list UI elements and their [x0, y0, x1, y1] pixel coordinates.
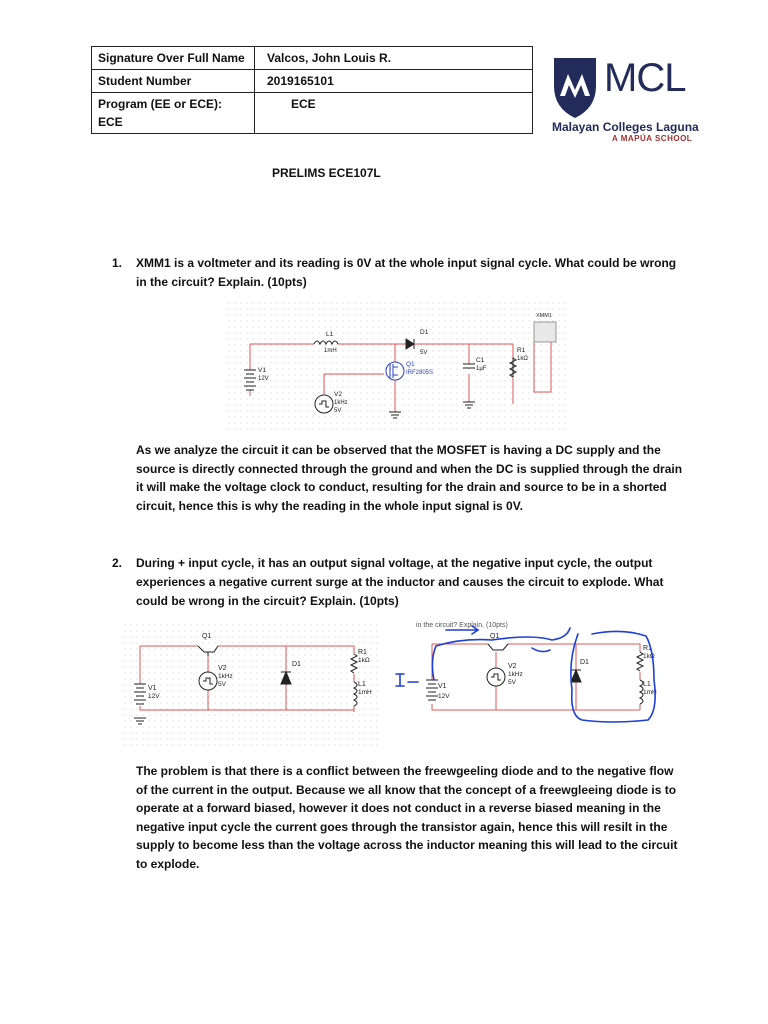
question-2-number: 2. [112, 556, 123, 570]
c1-c1-value: 1µF [476, 366, 487, 372]
answer-2-line: The problem is that there is a conflict between the freewgeeling diode and to the negative flow [136, 764, 674, 778]
c1-v1-value: 12V [258, 376, 269, 382]
student-number-label: Student Number [92, 70, 255, 93]
logo-tagline: A MAPÚA SCHOOL [612, 134, 693, 143]
answer-2-line: of the current in the output. Because we all know that the concept of a freewgleeing diode is to [136, 782, 677, 797]
c2-d1-label: D1 [292, 661, 301, 668]
question-2-line1: During + input cycle, it has an output signal voltage, at the negative input cycle, the output [136, 556, 653, 570]
c1-v2-label: V2 [334, 391, 342, 398]
answer-1-line: it will make the voltage clock to conduct, resulting for the drain and source to be in a shorted [136, 480, 667, 494]
signature-value: Valcos, John Louis R. [255, 47, 533, 70]
c2a-v2-freq: 1kHz [508, 671, 523, 678]
answer-2-line: negative input cycle the current goes through the transistor again, hence this will resilt in the [136, 819, 668, 834]
c2-q1-label: Q1 [202, 633, 212, 640]
info-row-student-number [92, 70, 533, 93]
c2a-l1-label: L1 [643, 681, 651, 688]
c1-v2-freq: 1kHz [334, 400, 348, 406]
c2a-v1-value: 12V [438, 693, 450, 700]
logo-school-name: Malayan Colleges Laguna [552, 120, 699, 134]
c2a-q1-label: Q1 [490, 633, 500, 640]
page-title: PRELIMS ECE107L [272, 166, 381, 180]
circuit-2-diagram [122, 622, 380, 750]
c2-r1-value: 1kΩ [358, 657, 370, 664]
c1-xmm-label: XMM1 [536, 313, 552, 319]
question-2-line3: could be wrong in the circuit? Explain. (10pts) [136, 594, 399, 608]
c1-d1-label: D1 [420, 329, 429, 336]
answer-2-line: to explode. [136, 856, 200, 871]
c2a-l1-value: 1mH [643, 689, 657, 696]
c2a-r1-value: 1kΩ [643, 653, 655, 660]
question-2-line2: experiences a negative current surge at the inductor and causes the circuit to explode. What [136, 575, 664, 589]
student-number-value: 2019165101 [255, 70, 533, 93]
c2a-v2-value: 5V [508, 679, 516, 686]
question-2 [112, 554, 692, 614]
signature-label: Signature Over Full Name [92, 47, 255, 70]
c2-r1-label: R1 [358, 649, 367, 656]
c1-q1-label: Q1 [406, 361, 415, 368]
info-row-signature [92, 47, 533, 70]
c1-l1-value: 1mH [324, 348, 337, 354]
c2-l1-label: L1 [358, 681, 366, 688]
c1-l1-label: L1 [326, 331, 334, 338]
answer-1 [136, 441, 696, 515]
c2-l1-value: 1mH [358, 689, 372, 696]
answer-2-line: operate at a forward biased, however it does not conduct in a reverse biased meaning in the [136, 801, 661, 815]
program-label: Program (EE or ECE): ECE [92, 93, 255, 134]
c2a-r1-label: R1 [643, 645, 652, 652]
program-value: ECE [255, 93, 533, 134]
answer-2-line: supply to become less than the voltage across the inductor meaning this will lead to the circuit [136, 838, 678, 852]
student-info-table [91, 46, 533, 134]
c1-q1-value: IRF2805S [406, 370, 434, 376]
c2-v2-freq: 1kHz [218, 673, 233, 680]
c2a-v1-label: V1 [438, 683, 447, 690]
circuit-1-diagram [226, 300, 568, 430]
c2-v2-value: 5V [218, 681, 226, 688]
c1-r1-value: 1kΩ [517, 356, 528, 362]
c2a-v2-label: V2 [508, 663, 517, 670]
question-1-line1: XMM1 is a voltmeter and its reading is 0V at the whole input signal cycle. What could be wrong [136, 256, 677, 270]
c1-v2-value: 5V [334, 408, 342, 414]
c1-c1-label: C1 [476, 357, 485, 364]
c1-r1-label: R1 [517, 347, 526, 354]
answer-1-line: source is directly connected through the ground and when the DC is supplied through the drain [136, 461, 683, 476]
c2-v1-label: V1 [148, 685, 157, 692]
answer-2 [136, 762, 696, 873]
c2a-d1-label: D1 [580, 659, 589, 666]
info-row-program [92, 93, 533, 134]
circuit-2-annotated-diagram [392, 620, 664, 732]
question-1-number: 1. [112, 256, 123, 270]
question-1-line2: in the circuit? Explain. (10pts) [136, 275, 307, 289]
c1-d1-value: 5V [420, 350, 428, 356]
answer-1-line: circuit, hence this is why the reading in the whole input signal is 0V. [136, 498, 523, 513]
c1-v1-label: V1 [258, 367, 266, 374]
c2-v1-value: 12V [148, 693, 160, 700]
c2-v2-label: V2 [218, 665, 227, 672]
question-1 [112, 254, 692, 294]
answer-1-line: As we analyze the circuit it can be observed that the MOSFET is having a DC supply and the [136, 443, 661, 457]
logo-mcl-text: MCL [604, 56, 686, 100]
c2a-cropped-text: in the circuit? Explain. (10pts) [416, 622, 508, 629]
